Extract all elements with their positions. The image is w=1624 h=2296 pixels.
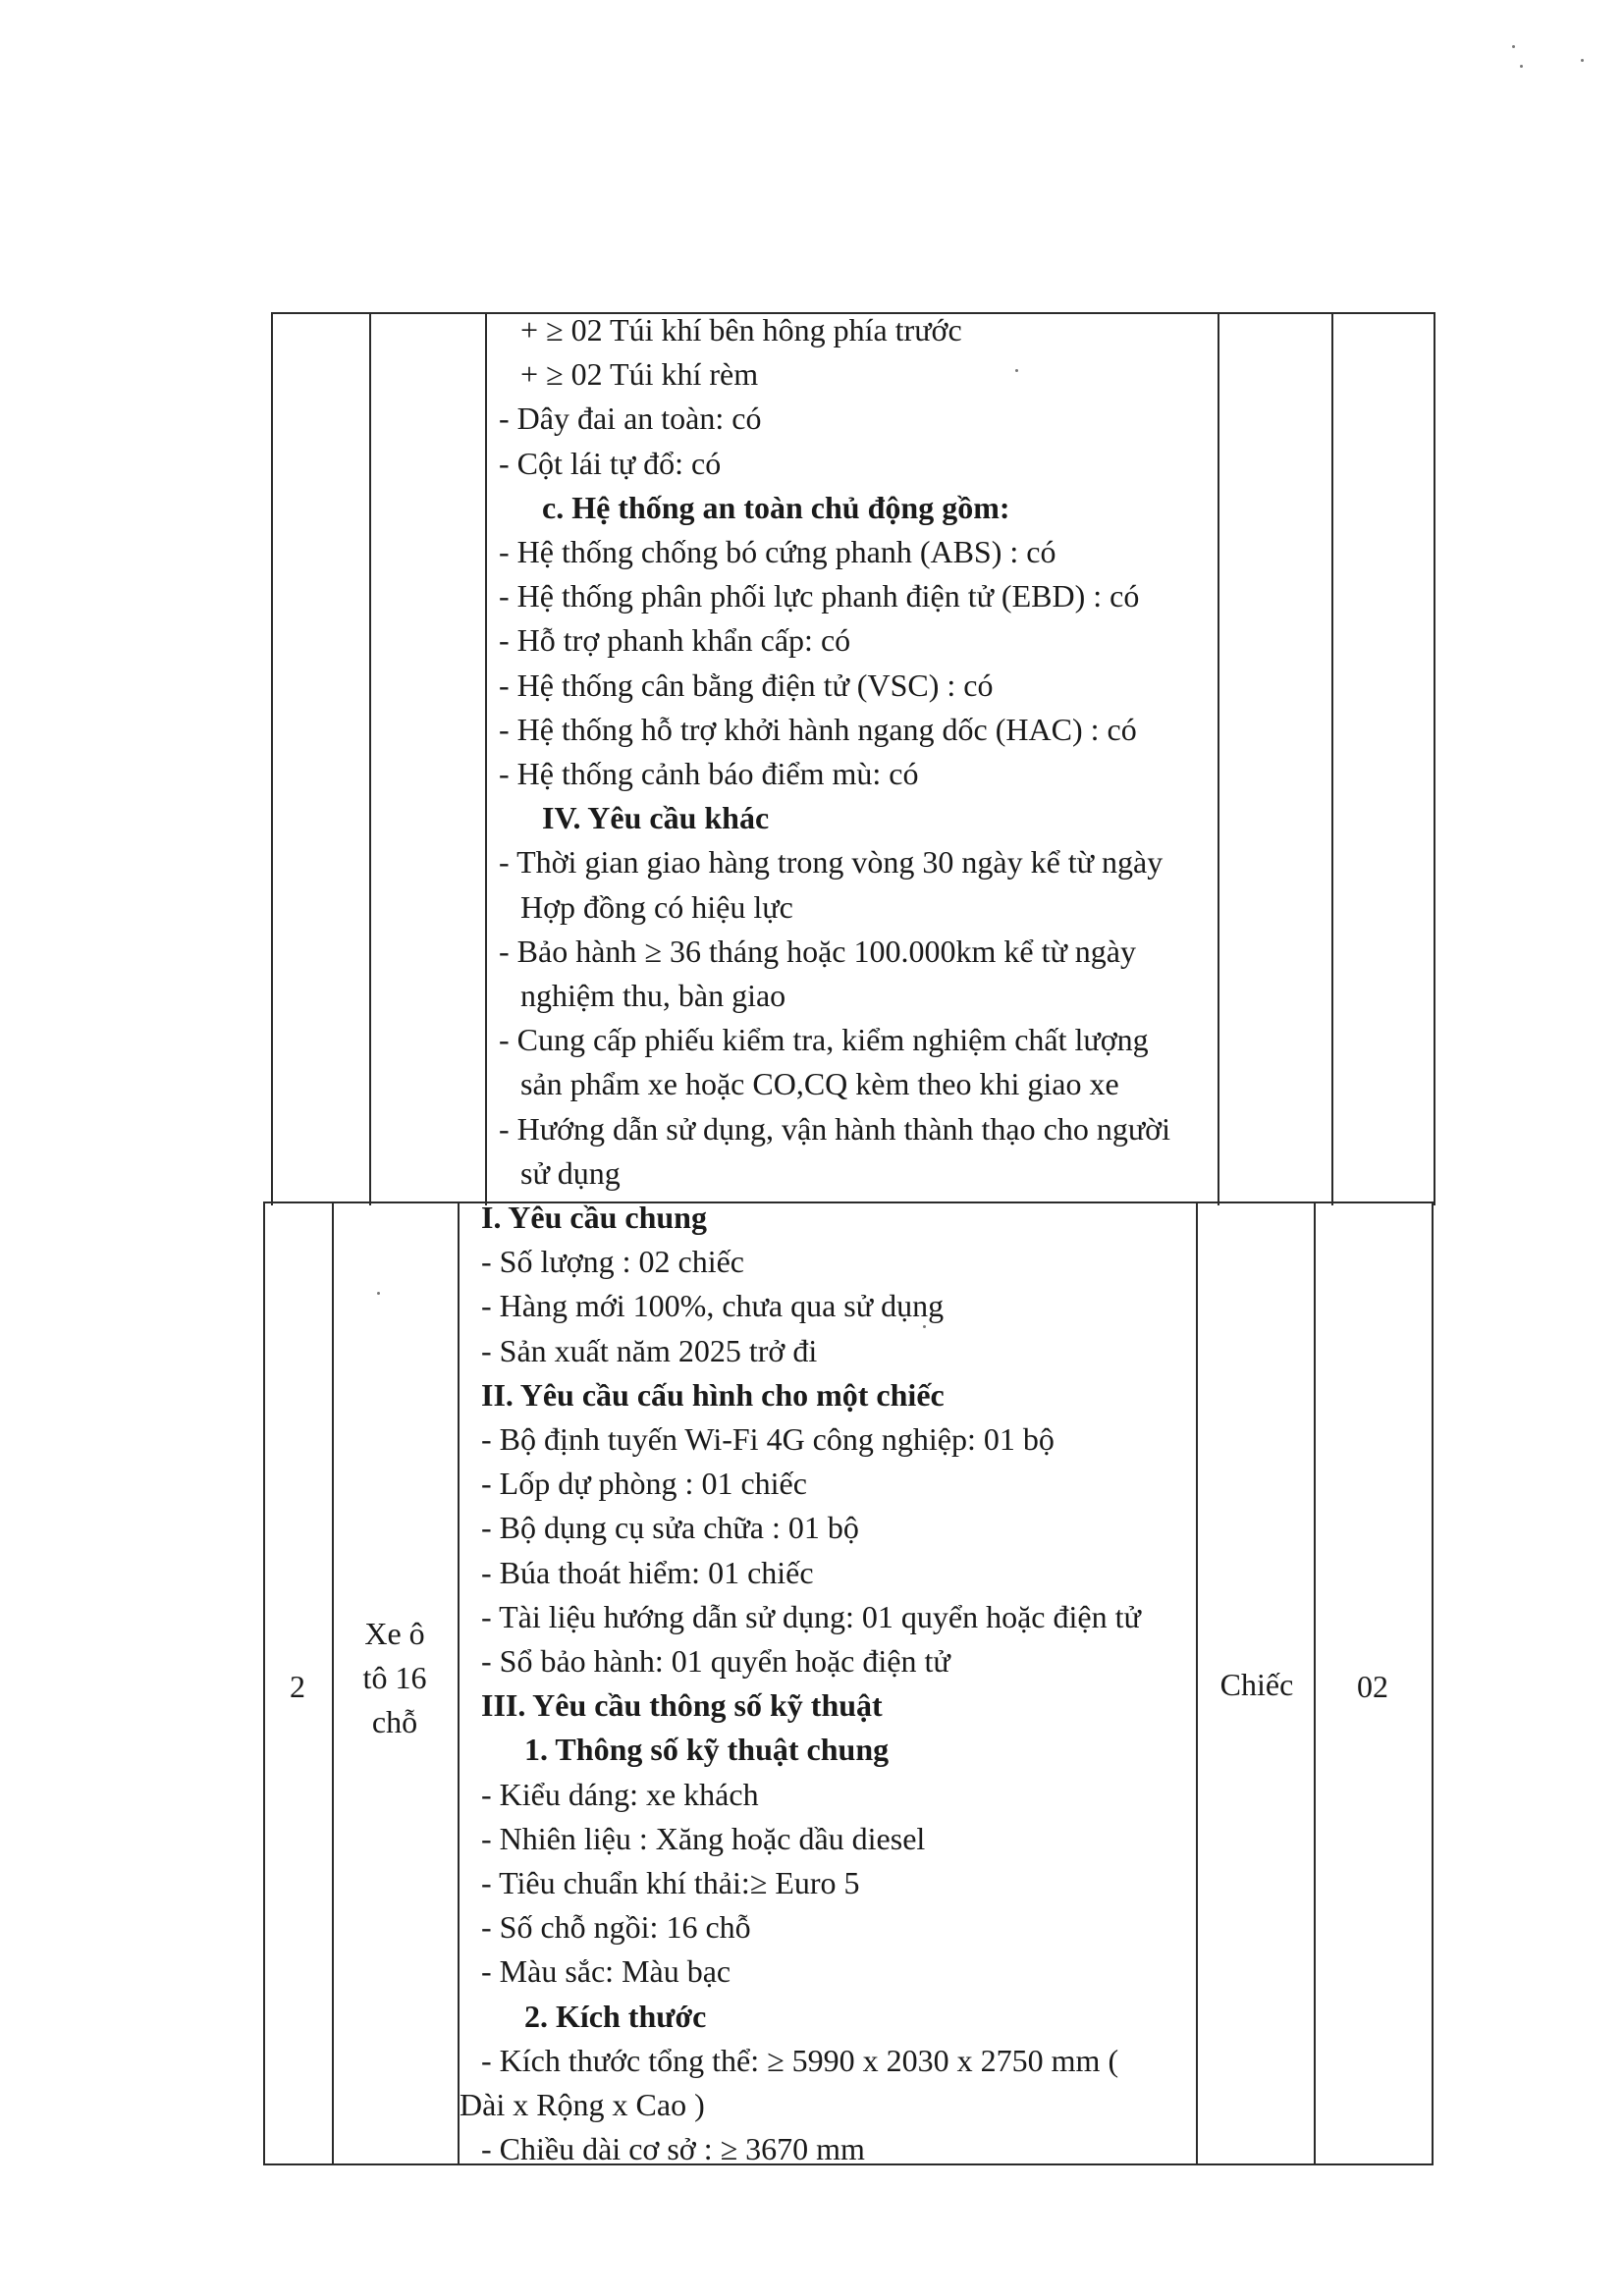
row2-spec-line: - Tiêu chuẩn khí thải:≥ Euro 5 (481, 1865, 860, 1900)
row2-spec-line: - Tài liệu hướng dẫn sử dụng: 01 quyển hoặc điện tử (481, 1598, 1141, 1634)
col-border-unit (1331, 312, 1333, 1205)
row1-spec-line: sản phẩm xe hoặc CO,CQ kèm theo khi giao xe (520, 1066, 1119, 1102)
row2-item-name-line: Xe ô (364, 1616, 425, 1651)
row1-spec-line: IV. Yêu cầu khác (542, 800, 770, 836)
scan-speck (1581, 59, 1584, 62)
col-border-left (271, 312, 273, 1205)
scan-speck (1520, 65, 1523, 68)
row1-spec-line: - Hệ thống hỗ trợ khởi hành ngang dốc (HAC) : có (499, 711, 1137, 747)
row2-spec-line: - Màu sắc: Màu bạc (481, 1953, 731, 1990)
col-border-left-2 (263, 1201, 265, 2165)
row1-spec-line: - Hệ thống chống bó cứng phanh (ABS) : có (499, 534, 1056, 569)
row1-spec-line: - Hướng dẫn sử dụng, vận hành thành thạo cho người (499, 1110, 1170, 1147)
col-border-right (1434, 312, 1435, 1205)
row2-spec-line: 1. Thông số kỹ thuật chung (524, 1732, 890, 1768)
row1-spec-line: + ≥ 02 Túi khí bên hông phía trước (520, 312, 962, 347)
row1-spec-line: - Hỗ trợ phanh khẩn cấp: có (499, 622, 851, 659)
row1-spec-line: - Bảo hành ≥ 36 tháng hoặc 100.000km kể từ ngày (499, 933, 1136, 969)
scan-speck (923, 1325, 926, 1328)
row1-spec-line: + ≥ 02 Túi khí rèm (520, 356, 759, 393)
row2-spec-line: - Bộ định tuyến Wi-Fi 4G công nghiệp: 01 bộ (481, 1421, 1055, 1457)
col-border-spec-2 (1196, 1201, 1198, 2165)
row1-spec-line: Hợp đồng có hiệu lực (520, 888, 793, 925)
row2-quantity: 02 (1357, 1669, 1388, 1704)
row2-spec-line: - Hàng mới 100%, chưa qua sử dụng (481, 1288, 945, 1324)
row2-spec-line: - Chiều dài cơ sở : ≥ 3670 mm (481, 2131, 865, 2167)
row2-spec-line: - Lốp dự phòng : 01 chiếc (481, 1466, 807, 1502)
col-border-stt-2 (332, 1201, 334, 2165)
row2-spec-line: II. Yêu cầu cấu hình cho một chiếc (481, 1376, 945, 1413)
row2-item-name-line: chỗ (371, 1704, 418, 1739)
scan-speck (1015, 369, 1018, 372)
row2-spec-line: - Kiểu dáng: xe khách (481, 1776, 759, 1812)
scan-speck (377, 1292, 380, 1295)
row1-spec-line: nghiệm thu, bàn giao (520, 978, 786, 1013)
row1-spec-line: - Hệ thống cảnh báo điểm mù: có (499, 756, 919, 791)
row2-spec-line: I. Yêu cầu chung (481, 1200, 707, 1235)
row2-spec-line: III. Yêu cầu thông số kỹ thuật (481, 1687, 883, 1724)
row2-spec-line: - Sản xuất năm 2025 trở đi (481, 1332, 818, 1368)
row-separator (263, 1201, 1434, 1203)
row2-spec-line: - Kích thước tổng thể: ≥ 5990 x 2030 x 2750 mm ( (481, 2042, 1119, 2078)
row1-spec-line: - Dây đai an toàn: có (499, 400, 762, 437)
row1-spec-line: - Cung cấp phiếu kiểm tra, kiểm nghiệm chất lượng (499, 1022, 1149, 1058)
row1-spec-line: - Cột lái tự đổ: có (499, 445, 722, 481)
col-border-unit-2 (1314, 1201, 1316, 2165)
col-border-stt (369, 312, 371, 1205)
row2-unit: Chiếc (1219, 1667, 1294, 1702)
row2-spec-line: - Sổ bảo hành: 01 quyển hoặc điện tử (481, 1643, 950, 1679)
row2-item-name-line: tô 16 (362, 1660, 427, 1695)
row2-spec-line: - Số lượng : 02 chiếc (481, 1244, 744, 1280)
row2-spec-line: - Nhiên liệu : Xăng hoặc dầu diesel (481, 1820, 926, 1856)
col-border-name-2 (458, 1201, 460, 2165)
row2-spec-line: 2. Kích thước (524, 1998, 707, 2034)
row1-spec-line: - Thời gian giao hàng trong vòng 30 ngày kể từ ngày (499, 844, 1164, 881)
row2-stt: 2 (290, 1669, 305, 1704)
col-border-spec (1218, 312, 1219, 1205)
scan-speck (1512, 45, 1515, 48)
row2-spec-line: - Bộ dụng cụ sửa chữa : 01 bộ (481, 1510, 859, 1546)
row2-spec-line: - Búa thoát hiểm: 01 chiếc (481, 1554, 814, 1590)
row2-spec-line: Dài x Rộng x Cao ) (460, 2087, 705, 2122)
col-border-right-2 (1432, 1201, 1434, 2165)
row1-spec-line: c. Hệ thống an toàn chủ động gồm: (542, 489, 1010, 525)
col-border-name (485, 312, 487, 1205)
row1-spec-line: - Hệ thống phân phối lực phanh điện tử (EBD) : có (499, 578, 1140, 614)
row2-spec-line: - Số chỗ ngồi: 16 chỗ (481, 1909, 751, 1946)
row1-spec-line: - Hệ thống cân bằng điện tử (VSC) : có (499, 667, 994, 703)
row1-spec-line: sử dụng (520, 1154, 621, 1191)
